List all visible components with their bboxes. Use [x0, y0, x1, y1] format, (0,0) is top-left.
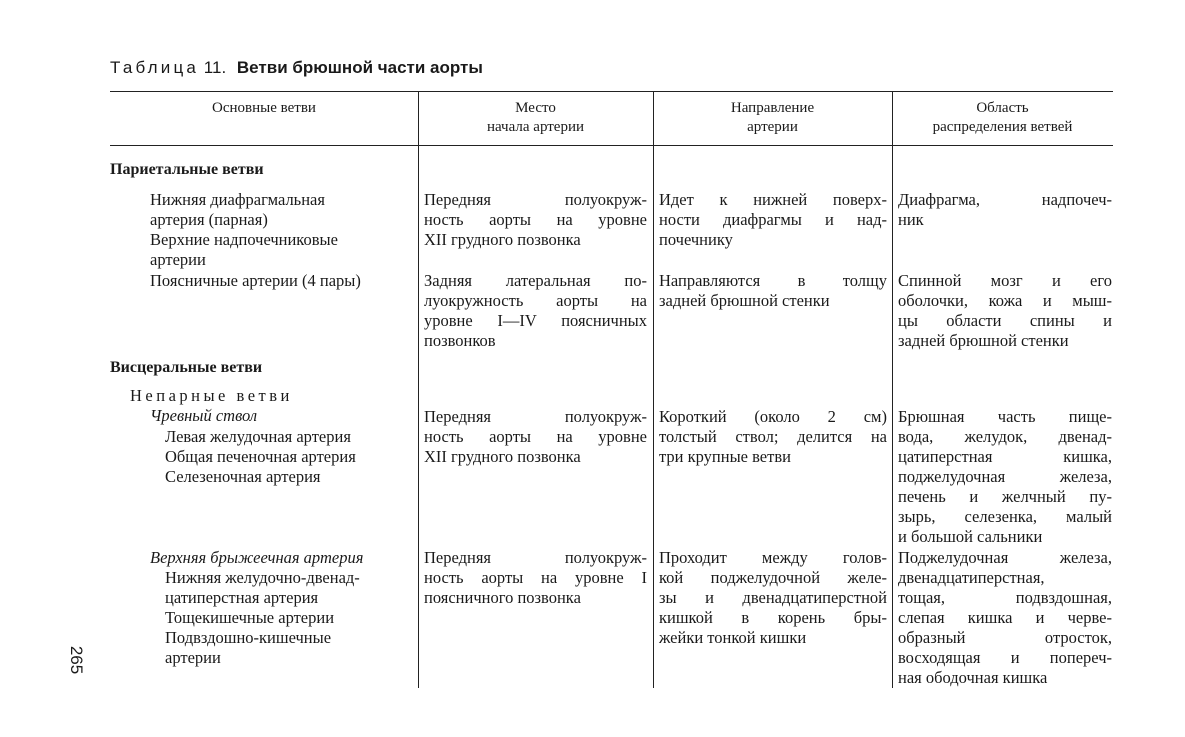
origin-line: луокружность аорты на [424, 291, 647, 310]
area-line: Диафрагма, надпочеч- [898, 190, 1112, 209]
column-divider-1 [418, 91, 419, 688]
area-line: Брюшная часть пище- [898, 407, 1112, 426]
origin-line: XII грудного позвонка [424, 447, 581, 466]
branch-line: Тощекишечные артерии [165, 608, 335, 627]
area-line: слепая кишка и черве- [898, 608, 1112, 627]
direction-line: Проходит между голов- [659, 548, 887, 567]
area-line: и большой сальники [898, 527, 1043, 546]
header-origin [418, 99, 653, 137]
area-line: ник [898, 210, 924, 229]
header-line: распределения ветвей [932, 119, 1073, 135]
origin-line: Передняя полуокруж- [424, 190, 647, 209]
column-divider-3 [892, 91, 893, 688]
direction-line: кой поджелудочной желе- [659, 568, 887, 587]
caption-label: Таблица [110, 58, 200, 77]
area-line: цатиперстная кишка, [898, 447, 1112, 466]
area-line: вода, желудок, двенад- [898, 427, 1112, 446]
branch-line: Поясничные артерии (4 пары) [150, 271, 361, 290]
area-line: поджелудочная железа, [898, 467, 1112, 486]
direction-line: зы и двенадцатиперстной [659, 588, 887, 607]
page-number: 265 [67, 645, 87, 675]
origin-line: Задняя латеральная по- [424, 271, 647, 290]
origin-line: ность аорты на уровне [424, 427, 647, 446]
area-line: задней брюшной стенки [898, 331, 1069, 350]
area-line: Спинной мозг и его [898, 271, 1112, 290]
caption-title: Ветви брюшной части аорты [236, 58, 483, 77]
area-line: двенадцатиперстная, [898, 568, 1045, 587]
header-direction [653, 99, 892, 137]
origin-line: Передняя полуокруж- [424, 407, 647, 426]
subsection-unpaired: Непарные ветви [130, 386, 293, 405]
branch-line: цатиперстная артерия [165, 588, 319, 607]
header-line: начала артерии [486, 119, 585, 135]
branch-line: артерии [150, 250, 206, 269]
direction-line: толстый ствол; делится на [659, 427, 887, 446]
header-line: Направление [730, 100, 815, 116]
branch-line: Верхние надпочечниковые [150, 230, 338, 249]
direction-line: Идет к нижней поверх- [659, 190, 887, 209]
direction-line: кишкой в корень бры- [659, 608, 887, 627]
branch-line: Нижняя желудочно-двенад- [165, 568, 360, 587]
header-branches [110, 99, 418, 118]
origin-line: Передняя полуокруж- [424, 548, 647, 567]
origin-line: уровне I—IV поясничных [424, 311, 647, 330]
header-line: артерии [747, 119, 798, 135]
branch-title: Чревный ствол [150, 406, 258, 425]
branch-line: Общая печеночная артерия [165, 447, 356, 466]
origin-line: поясничного позвонка [424, 588, 581, 607]
origin-line: позвонков [424, 331, 496, 350]
origin-line: ность аорты на уровне [424, 210, 647, 229]
area-line: ная ободочная кишка [898, 668, 1048, 687]
branch-line: Нижняя диафрагмальная [150, 190, 325, 209]
area-line: цы области спины и [898, 311, 1112, 330]
header-line: Область [976, 100, 1029, 116]
area-line: Поджелудочная железа, [898, 548, 1112, 567]
header-line: Место [515, 100, 556, 116]
branch-title: Верхняя брыжеечная артерия [150, 548, 364, 567]
section-parietal: Париетальные ветви [110, 161, 264, 178]
header-line: Основные ветви [212, 100, 316, 116]
area-line: восходящая и попереч- [898, 648, 1112, 667]
area-line: тощая, подвздошная, [898, 588, 1112, 607]
direction-line: три крупные ветви [659, 447, 791, 466]
direction-line: Короткий (около 2 см) [659, 407, 887, 426]
origin-line: ность аорты на уровне I [424, 568, 647, 587]
branch-line: Подвздошно-кишечные [165, 628, 332, 647]
branch-line: артерии [165, 648, 221, 667]
area-line: образный отросток, [898, 628, 1112, 647]
header-bottom-rule [110, 145, 1113, 146]
table-top-rule [110, 91, 1113, 92]
area-line: зырь, селезенка, малый [898, 507, 1112, 526]
direction-line: жейки тонкой кишки [659, 628, 807, 647]
caption-number: 11. [203, 58, 227, 77]
direction-line: ности диафрагмы и над- [659, 210, 887, 229]
direction-line: почечнику [659, 230, 733, 249]
area-line: оболочки, кожа и мыш- [898, 291, 1112, 310]
branch-line: Левая желудочная артерия [165, 427, 351, 446]
direction-line: Направляются в толщу [659, 271, 887, 290]
direction-line: задней брюшной стенки [659, 291, 830, 310]
section-visceral: Висцеральные ветви [110, 359, 263, 376]
branch-line: Селезеночная артерия [165, 467, 321, 486]
origin-line: XII грудного позвонка [424, 230, 581, 249]
header-area [892, 99, 1113, 137]
branch-line: артерия (парная) [150, 210, 268, 229]
column-divider-2 [653, 91, 654, 688]
table-caption [110, 58, 483, 78]
area-line: печень и желчный пу- [898, 487, 1112, 506]
